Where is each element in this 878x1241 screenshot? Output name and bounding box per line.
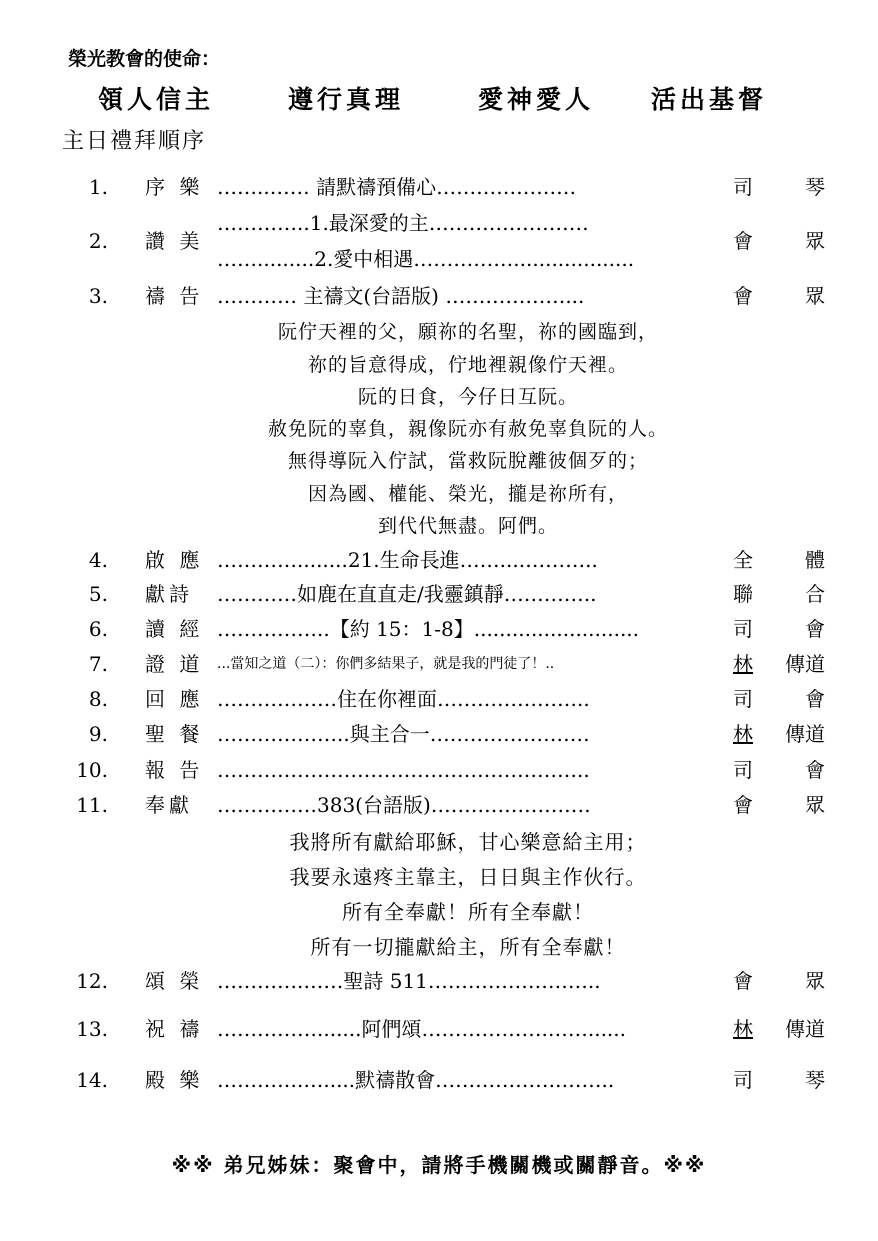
service-item: 6. 讀 經 ……………..【約 15：1-8】.......................... 司 會 [0,614,878,644]
item-number: 13. [76,1017,108,1041]
item-content: …………如鹿在直直走/我靈鎮靜………….. [217,582,597,606]
service-item: 12. 頌 榮 ………….……聖詩 511…………………….. 會 眾 [0,966,878,996]
offering-lyric-line: 所有全奉獻！所有全奉獻！ [342,900,594,924]
item-content: ...當知之道（二）：你們多結果子，就是我的門徒了！.. [217,656,555,672]
item-number: 3. [88,284,108,308]
offering-lyric-line: 所有一切攏獻給主，所有全奉獻！ [310,935,626,959]
item-number: 8. [88,687,108,711]
item-name: 證 道 [145,652,204,676]
item-number: 9. [88,722,108,746]
item-name: 祝 禱 [145,1017,204,1041]
item-content: ……..…… 請默禱預備心………………… [217,175,577,199]
item-name: 啟 應 [145,548,204,572]
item-number: 6. [88,617,108,641]
service-item: 14. 殿 樂 ………….….....默禱散會……………….…….. 司 琴 [0,1065,878,1095]
item-name: 禱 告 [145,284,204,308]
motto-2: 遵行真理 [288,85,405,114]
motto-1: 領人信主 [98,85,215,114]
item-name: 殿 樂 [145,1068,204,1092]
item-name: 讚 美 [145,229,204,253]
prayer-line: 阮的日食，今仔日互阮。 [357,386,578,408]
service-item: 3. 禱 告 ………… 主禱文(台語版) ………………... 會 眾 [0,281,878,311]
service-item: 8. 回 應 ………………住在你裡面………………….. 司 會 [0,684,878,714]
item-number: 1. [88,175,108,199]
item-content: ……………………………………………….. [217,758,590,782]
item-number: 12. [76,969,108,993]
item-content-2: …….........2.愛中相遇……………................... [217,247,635,271]
service-item: 5. 獻詩 …………如鹿在直直走/我靈鎮靜………….. 聯 合 [0,579,878,609]
item-name: 回 應 [145,687,204,711]
item-name: 奉獻 [145,793,193,817]
item-name: 獻詩 [145,582,193,606]
mission-label: 榮光教會的使命： [68,48,221,70]
item-name: 頌 榮 [145,969,204,993]
item-content: ……………..【約 15：1-8】.......................... [217,617,640,641]
item-content: ………….….....默禱散會……………….…….. [217,1068,615,1092]
service-item: 1. 序 樂 ……..…… 請默禱預備心………………… 司 琴 [0,172,878,202]
item-content: ……………383(台語版)…………………… [217,793,591,817]
item-number: 5. [88,582,108,606]
service-item: 7. 證 道 ...當知之道（二）：你們多結果子，就是我的門徒了！.. 林 傳道 [0,649,878,679]
service-item: 4. 啟 應 …………........21.生命長進……....……….. 全 體 [0,545,878,575]
service-item: 2. 讚 美 會 眾 [0,226,878,256]
item-content: …………........21.生命長進……....……….. [217,548,598,572]
item-content: ………………住在你裡面………………….. [217,687,590,711]
service-item [0,244,878,274]
service-item: 13. 祝 禱 …………….......阿們頌……………….……...... 林 傳道 [0,1014,878,1044]
item-number: 10. [76,758,108,782]
prayer-line: 到代代無盡。阿們。 [377,515,558,537]
phone-notice: ※※ 弟兄姊妹：聚會中，請將手機關機或關靜音。※※ [171,1153,707,1177]
item-number: 14. [76,1068,108,1092]
motto [98,80,798,112]
motto-3: 愛神愛人 [478,85,595,114]
item-content: ………… 主禱文(台語版) ………………... [217,284,585,308]
prayer-line: 祢的旨意得成，佇地裡親像佇天裡。 [307,354,628,376]
service-item: 11. 奉獻 ……………383(台語版)…………………… 會 眾 [0,790,878,820]
offering-lyric-line: 我要永遠疼主靠主，日日與主作伙行。 [289,865,647,889]
item-number: 2. [88,229,108,253]
item-content: …………….......阿們頌……………….……...... [217,1017,627,1041]
item-name: 報 告 [145,758,204,782]
item-name: 序 樂 [145,175,204,199]
item-content: …………..1.最深愛的主…………………… [217,211,589,235]
item-number: 4. [88,548,108,572]
item-number: 7. [88,652,108,676]
prayer-line: 因為國、權能、榮光，攏是祢所有， [307,483,628,505]
service-item: 10. 報 告 ……………………………………………….. 司 會 [0,755,878,785]
motto-4: 活出基督 [651,85,768,114]
prayer-line: 無得導阮入佇試，當救阮脫離彼個歹的； [287,450,648,472]
item-number: 11. [76,793,108,817]
item-content: ………….……聖詩 511…………………….. [217,969,601,993]
prayer-line: 赦免阮的辜負，親像阮亦有赦免辜負阮的人。 [267,418,668,440]
order-title: 主日禮拜順序 [62,129,207,154]
offering-lyric-line: 我將所有獻給耶穌，甘心樂意給主用； [289,830,647,854]
service-item: 9. 聖 餐 ………………..與主合一…………………… 林 傳道 [0,719,878,749]
item-name: 聖 餐 [145,722,204,746]
item-content: ………………..與主合一…………………… [217,722,590,746]
item-name: 讀 經 [145,617,204,641]
prayer-line: 阮佇天裡的父，願祢的名聖，祢的國臨到， [277,321,658,343]
